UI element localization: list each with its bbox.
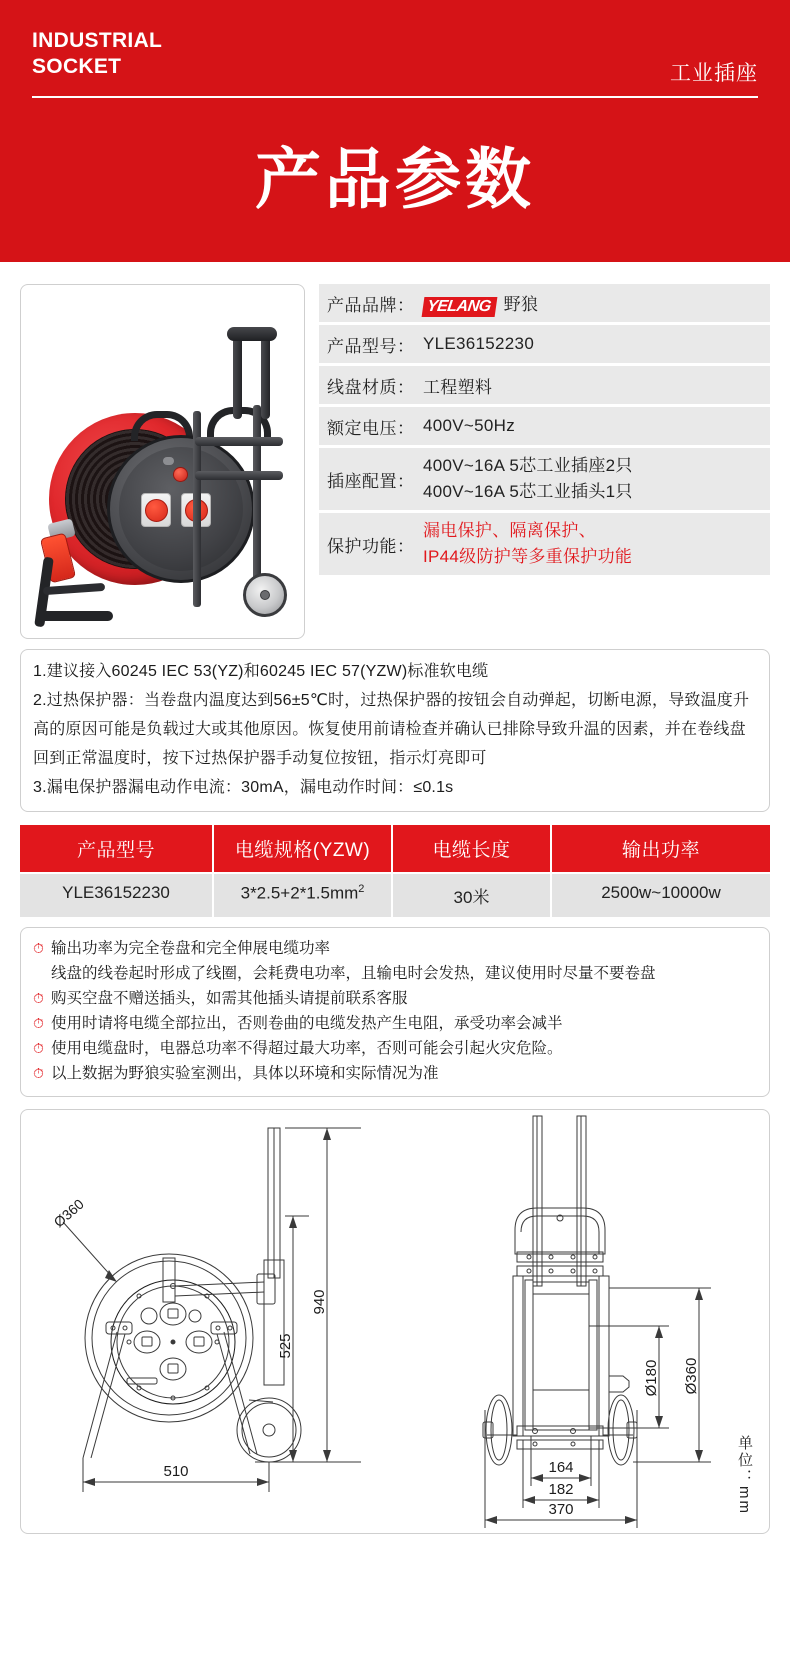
- table-cell-output-power: 2500w~10000w: [552, 874, 770, 917]
- svg-text:Ø360: Ø360: [683, 1357, 700, 1395]
- clock-icon: ⏱: [33, 990, 44, 1006]
- brand-name-cn: 野狼: [503, 294, 539, 314]
- wheel-hub-icon: [260, 590, 270, 600]
- spec-value-protection: [423, 518, 770, 570]
- svg-text:525: 525: [277, 1333, 294, 1359]
- reset-button-icon: [163, 457, 174, 465]
- spec-table: [319, 284, 770, 575]
- table-cell-cable-length: 30米: [393, 874, 550, 917]
- dimension-diameter-360: [50, 1196, 117, 1282]
- usage-notes-box: [20, 649, 770, 812]
- banner-english-title: [32, 28, 162, 80]
- technical-drawing-svg: [21, 1110, 769, 1533]
- clock-icon: ⏱: [33, 1040, 44, 1056]
- spec-value-model: YLE36152230: [423, 334, 535, 353]
- spec-row-socket-config: [319, 448, 770, 510]
- warning-text-3: 使用时请将电缆全部拉出，否则卷曲的电缆发热产生电阻，承受功率会减半: [51, 1015, 563, 1032]
- warning-text-4: 使用电缆盘时，电器总功率不得超过最大功率，否则可能会引起火灾危险。: [51, 1040, 563, 1057]
- spec-key-socket-config: 插座配置：: [327, 471, 415, 491]
- spec-value-material: 工程塑料: [423, 377, 493, 397]
- handle-grip-icon: [227, 327, 277, 341]
- socket-config-line2: 400V~16A 5芯工业插头1只: [423, 482, 633, 501]
- spec-row-protection: [319, 513, 770, 575]
- note-line-2: 2.过热保护器：当卷盘内温度达到56±5℃时，过热保护器的按钮会自动弹起，切断电源，导致温度升高的原因可能是负载过大或其他原因。恢复使用前请检查并确认已排除导致升温的因素，并在卷线盘回到正常温度时，按下过热保护器手动复位按钮，指示灯亮即可: [33, 692, 750, 767]
- banner-english-line1: INDUSTRIAL: [32, 29, 163, 52]
- telescopic-handle-left-icon: [233, 333, 242, 419]
- spec-key-brand: 产品品牌：: [327, 295, 415, 315]
- spec-summary-table: [20, 825, 770, 917]
- telescopic-handle-right-icon: [261, 333, 270, 419]
- warning-subtext-1: 线盘的线卷起时形成了线圈，会耗费电功率，且输电时会发热，建议使用时尽量不要卷盘: [51, 965, 656, 982]
- page-banner: [0, 0, 790, 262]
- clock-icon: ⏱: [33, 940, 44, 956]
- table-header-cable-length: 电缆长度: [393, 825, 550, 872]
- table-header-model: 产品型号: [20, 825, 212, 872]
- banner-english-line2: SOCKET: [32, 55, 122, 78]
- clock-icon: ⏱: [33, 1065, 44, 1081]
- note-line-3: 3.漏电保护器漏电动作电流：30mA，漏电动作时间：≤0.1s: [33, 779, 454, 796]
- table-header-output-power: 输出功率: [552, 825, 770, 872]
- dimension-height-525: [277, 1216, 309, 1462]
- cable-spec-main: 3*2.5+2*1.5mm: [240, 883, 359, 903]
- warning-text-5: 以上数据为野狼实验室测出，具体以环境和实际情况为准: [51, 1065, 439, 1082]
- list-item: [33, 1061, 757, 1086]
- svg-text:510: 510: [163, 1463, 189, 1480]
- spec-row-material: [319, 366, 770, 404]
- list-item: [33, 936, 757, 961]
- spec-row-brand: [319, 284, 770, 322]
- warning-text-2: 购买空盘不赠送插头，如需其他插头请提前联系客服: [51, 990, 408, 1007]
- spec-row-model: [319, 325, 770, 363]
- table-cell-cable-spec: [214, 874, 391, 917]
- spec-key-model: 产品型号：: [327, 336, 415, 356]
- spec-key-protection: 保护功能：: [327, 536, 415, 556]
- dimension-width-164: [531, 1436, 591, 1486]
- front-view-drawing: [83, 1128, 301, 1462]
- spec-key-voltage: 额定电压：: [327, 418, 415, 438]
- list-item: [33, 986, 757, 1011]
- drawing-unit-label: 单位：mm: [736, 1435, 753, 1515]
- table-header-row: [20, 825, 770, 872]
- side-view-drawing: [483, 1116, 637, 1465]
- dimension-outer-diameter-360: [609, 1288, 711, 1462]
- spec-value-voltage: 400V~50Hz: [423, 416, 516, 435]
- note-line-1: 1.建议接入60245 IEC 53(YZ)和60245 IEC 57(YZW)标准软电缆: [33, 663, 489, 680]
- table-header-cable-spec: 电缆规格(YZW): [214, 825, 391, 872]
- warning-text-1: 输出功率为完全卷盘和完全伸展电缆功率: [51, 940, 331, 957]
- banner-chinese-label: 工业插座: [670, 62, 758, 85]
- protection-line1: 漏电保护、隔离保护、: [423, 521, 596, 540]
- frame-crossbar-bottom-icon: [195, 471, 283, 480]
- spec-value-brand: [423, 290, 770, 317]
- svg-text:164: 164: [548, 1459, 574, 1476]
- frame-post-right-icon: [253, 405, 261, 601]
- socket-config-line1: 400V~16A 5芯工业插座2只: [423, 456, 633, 475]
- brand-logo: YELANG: [422, 297, 497, 317]
- dimension-height-940: [255, 1128, 361, 1462]
- dimension-width-510: [83, 1458, 269, 1492]
- banner-divider: [32, 96, 758, 98]
- clock-icon: ⏱: [33, 1015, 44, 1031]
- technical-drawing-box: [20, 1109, 770, 1534]
- spec-key-material: 线盘材质：: [327, 377, 415, 397]
- socket-left-cover-icon: [145, 499, 168, 522]
- spec-section: [0, 262, 790, 639]
- table-row: [20, 874, 770, 917]
- spec-value-socket-config: [423, 453, 770, 505]
- dimension-inner-diameter-180: [589, 1326, 669, 1428]
- cable-spec-superscript: 2: [358, 883, 365, 895]
- svg-text:Ø360: Ø360: [50, 1195, 87, 1231]
- page-title: 产品参数: [255, 142, 535, 216]
- list-item: [33, 1036, 757, 1061]
- product-photo: [20, 284, 305, 639]
- support-leg-brace-icon: [43, 583, 105, 595]
- warning-list-box: [20, 927, 770, 1097]
- spec-row-voltage: [319, 407, 770, 445]
- svg-text:Ø180: Ø180: [643, 1359, 660, 1397]
- list-item: [33, 1011, 757, 1036]
- indicator-light-icon: [173, 467, 188, 482]
- svg-text:182: 182: [548, 1481, 574, 1498]
- support-foot-icon: [39, 611, 113, 621]
- protection-line2: IP44级防护等多重保护功能: [423, 547, 633, 566]
- table-cell-model: YLE36152230: [20, 874, 212, 917]
- svg-text:370: 370: [548, 1501, 574, 1518]
- svg-text:940: 940: [311, 1289, 328, 1315]
- frame-crossbar-top-icon: [195, 437, 283, 446]
